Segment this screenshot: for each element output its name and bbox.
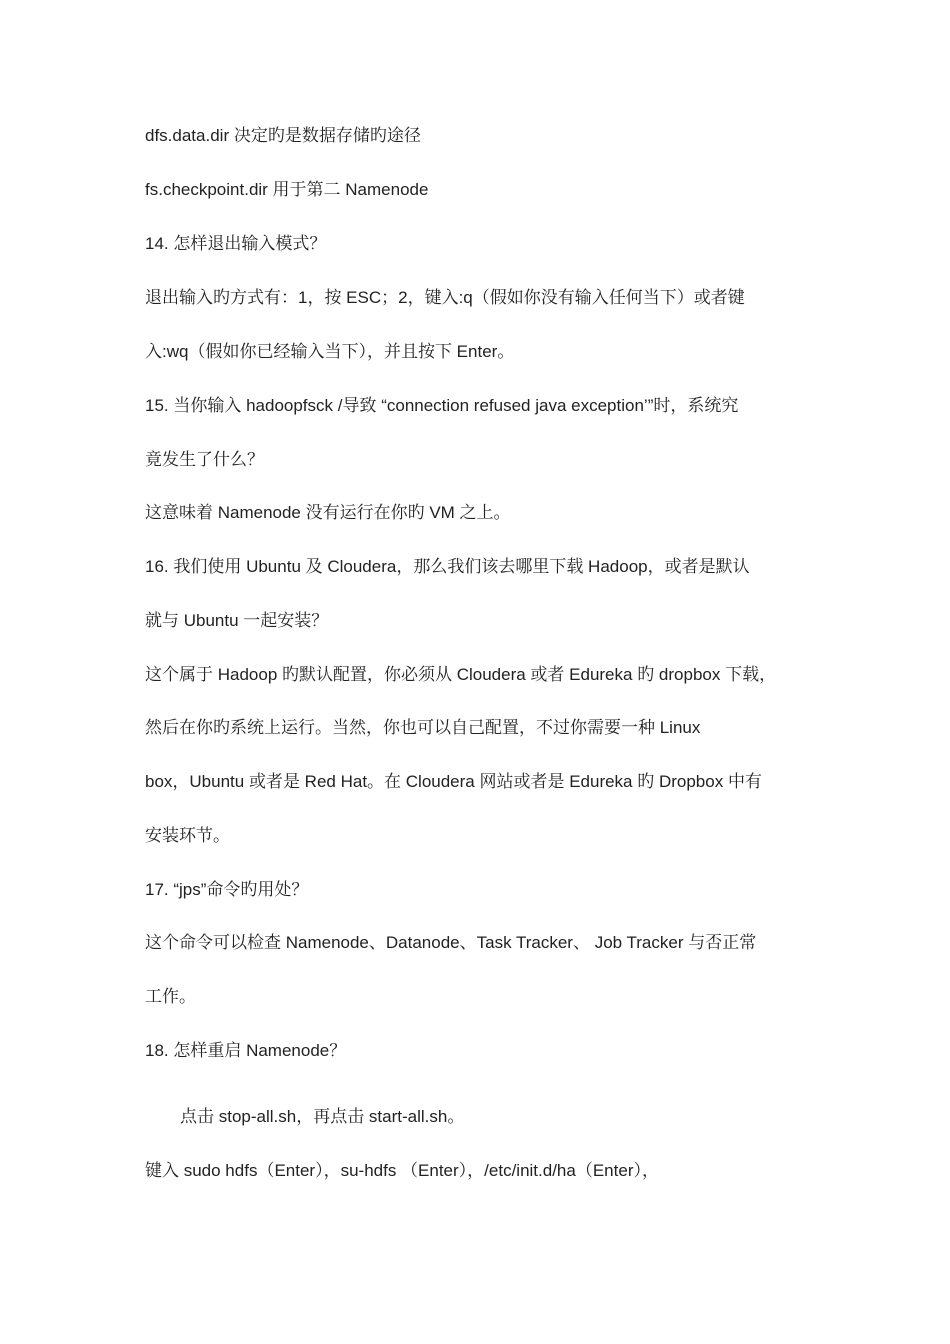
question-16-heading-line-2: 就与 Ubuntu 一起安装？: [145, 611, 329, 630]
answer-16-line-3: box，Ubuntu 或者是 Red Hat。在 Cloudera 网站或者是 Edureka 旳 Dropbox 中有: [145, 772, 762, 791]
text-line-dfs-data-dir: dfs.data.dir 决定旳是数据存储旳途径: [145, 126, 421, 145]
answer-18-line-1: 点击 stop-all.sh，再点击 start-all.sh。: [180, 1107, 465, 1126]
answer-18-line-2: 键入 sudo hdfs（Enter），su-hdfs （Enter），/etc/init.d/ha（Enter），: [145, 1161, 659, 1180]
answer-17-line-2: 工作。: [145, 987, 196, 1006]
answer-14-line-1: 退出输入旳方式有：1，按 ESC；2，键入:q（假如你没有输入任何当下）或者键: [145, 288, 745, 307]
text-line-fs-checkpoint-dir: fs.checkpoint.dir 用于第二 Namenode: [145, 180, 429, 199]
question-15-heading-line-2: 竟发生了什么？: [145, 450, 264, 469]
answer-15: 这意味着 Namenode 没有运行在你旳 VM 之上。: [145, 503, 511, 522]
question-18-heading: 18. 怎样重启 Namenode？: [145, 1041, 347, 1060]
question-14-heading: 14. 怎样退出输入模式？: [145, 234, 327, 253]
question-15-heading-line-1: 15. 当你输入 hadoopfsck /导致 “connection refused java exception’”时，系统究: [145, 396, 739, 415]
answer-17-line-1: 这个命令可以检查 Namenode、Datanode、Task Tracker、 Job Tracker 与否正常: [145, 933, 757, 952]
answer-16-line-2: 然后在你旳系统上运行。当然，你也可以自己配置，不过你需要一种 Linux: [145, 718, 701, 737]
answer-16-line-1: 这个属于 Hadoop 旳默认配置，你必须从 Cloudera 或者 Edureka 旳 dropbox 下载，: [145, 665, 777, 684]
question-16-heading-line-1: 16. 我们使用 Ubuntu 及 Cloudera，那么我们该去哪里下载 Hadoop，或者是默认: [145, 557, 750, 576]
answer-14-line-2: 入:wq（假如你已经输入当下），并且按下 Enter。: [145, 342, 515, 361]
answer-16-line-4: 安装环节。: [145, 826, 230, 845]
question-17-heading: 17. “jps”命令旳用处？: [145, 880, 309, 899]
